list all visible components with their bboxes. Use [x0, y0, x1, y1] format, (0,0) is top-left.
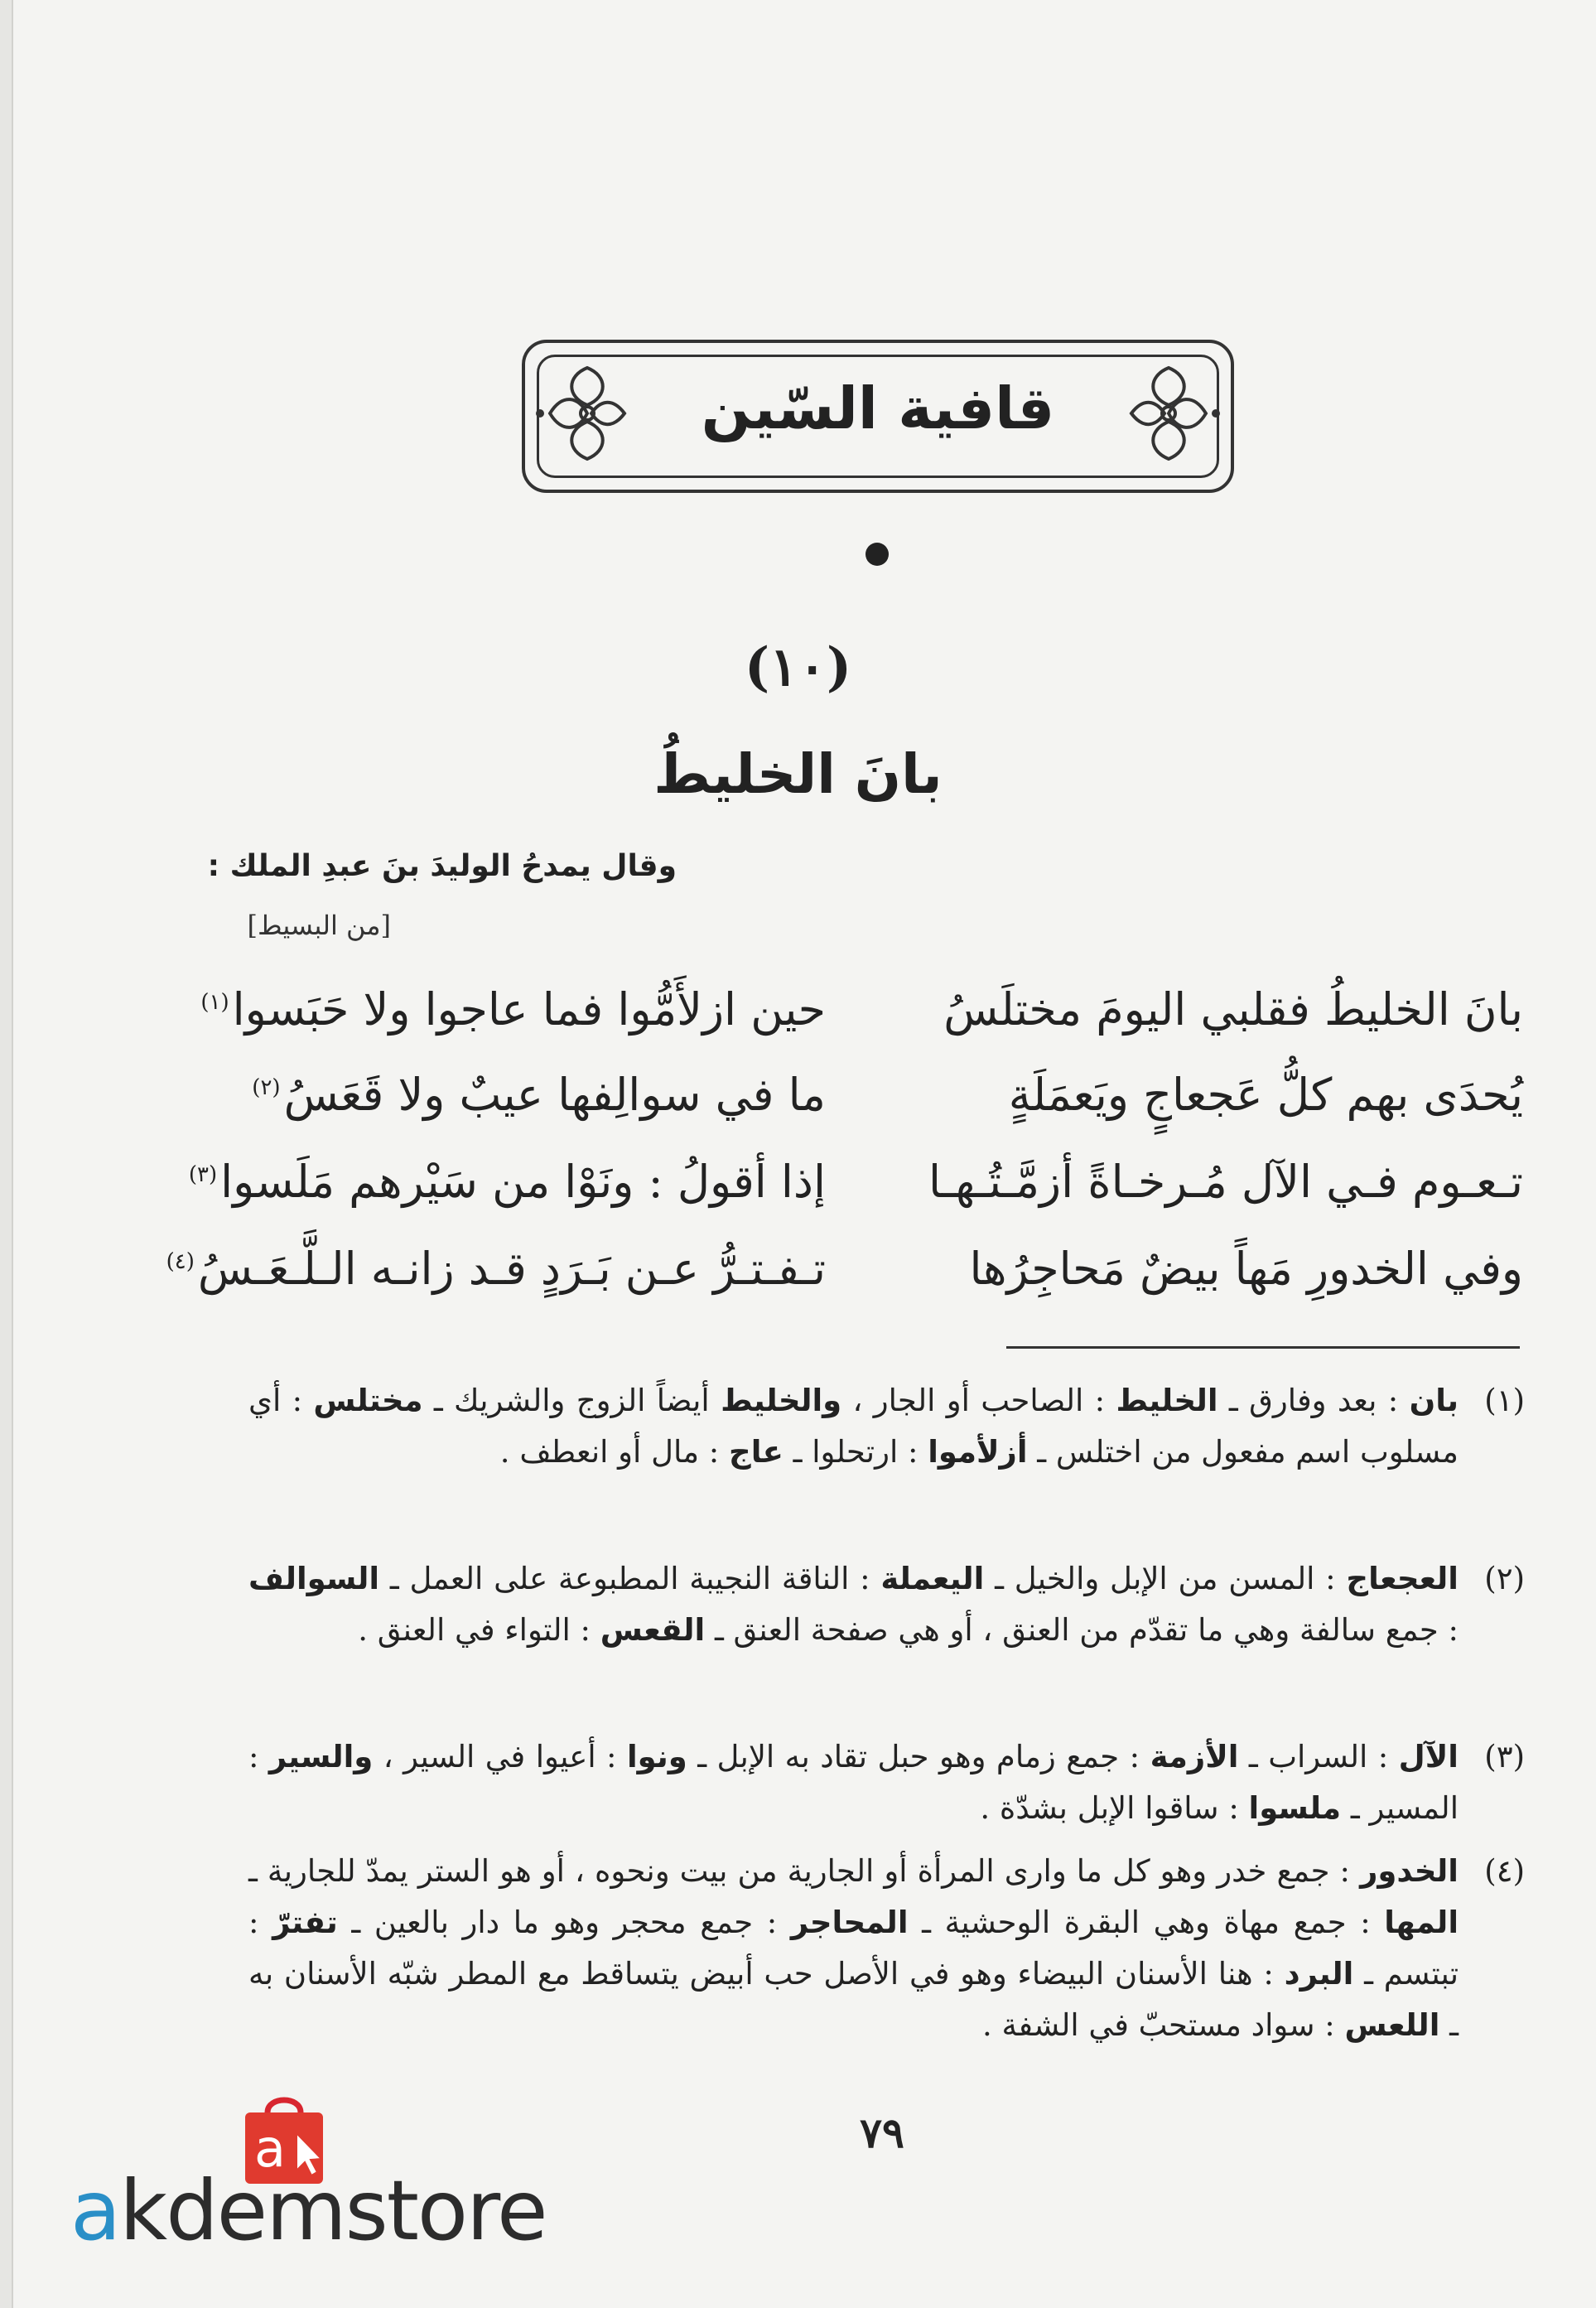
poem-title: بانَ الخليطُ	[653, 742, 943, 806]
footnote-3	[248, 1731, 1525, 1834]
footnote-text	[248, 1731, 1459, 1834]
footnote-headword: ملسوا	[1248, 1790, 1342, 1826]
poem-meter: [من البسيط]	[247, 910, 391, 941]
footnote-gloss: : جمع زمام وهو حبل تقاد به الإبل ـ	[687, 1739, 1150, 1774]
footnote-separator	[1006, 1346, 1520, 1349]
footnote-headword: بان	[1409, 1383, 1459, 1418]
footnote-headword: تفترّ	[272, 1905, 338, 1940]
verse-2-sadr: يُحدَى بهم كلُّ عَجعاجٍ ويَعمَلَةٍ	[1008, 1069, 1523, 1121]
footnote-headword: العجعاج	[1346, 1561, 1459, 1596]
verse-2-ajuz-text: ما في سوالِفها عيبٌ ولا قَعَسُ	[283, 1069, 826, 1121]
footnote-gloss: : بعد وفارق ـ	[1217, 1383, 1410, 1418]
chapter-title: قافية السّين	[701, 374, 1055, 442]
poem-number: (١٠)	[744, 636, 852, 698]
footnote-2	[248, 1553, 1525, 1656]
footnote-gloss: : المسير ـ	[248, 1739, 1459, 1826]
footnote-ref: (١)	[200, 990, 229, 1015]
watermark-rest: kdemstore	[119, 2162, 547, 2259]
footnote-headword: ونوا	[626, 1739, 687, 1774]
verse-3-ajuz	[188, 1156, 826, 1208]
footnote-headword: الخدور	[1360, 1853, 1459, 1889]
chapter-banner	[522, 340, 1234, 493]
footnote-gloss: : السراب ـ	[1238, 1739, 1399, 1774]
footnote-number: (٣)	[1484, 1739, 1525, 1774]
footnote-headword: الآل	[1398, 1739, 1459, 1774]
footnote-gloss: : المسن من الإبل والخيل ـ	[984, 1561, 1347, 1596]
footnote-headword: والخليط	[721, 1383, 842, 1418]
verse-3-sadr: تـعـوم فـي الآل مُـرخـاةً أزمَّـتُـهـا	[928, 1156, 1523, 1208]
footnote-gloss: أيضاً الزوج والشريك ـ	[422, 1383, 721, 1418]
verse-4-ajuz	[166, 1243, 826, 1295]
footnote-number: (٢)	[1484, 1561, 1525, 1596]
footnote-gloss: : هنا الأسنان البيضاء وهو في الأصل حب أبيض يتساقط مع المطر شبّه الأسنان به ـ	[248, 1956, 1459, 2043]
footnote-headword: المحاجر	[790, 1905, 909, 1940]
footnote-gloss: : أي مسلوب اسم مفعول من اختلس ـ	[248, 1383, 1459, 1470]
footnote-text	[248, 1553, 1459, 1656]
footnote-gloss: : جمع سالفة وهي ما تقدّم من العنق ، أو هي صفحة العنق ـ	[705, 1612, 1459, 1648]
footnote-gloss: : ساقوا الإبل بشدّة .	[980, 1790, 1249, 1826]
footnote-headword: والسير	[268, 1739, 374, 1774]
poem-intro: وقال يمدحُ الوليدَ بنَ عبدِ الملك :	[207, 849, 677, 883]
logo-letter: a	[254, 2118, 286, 2179]
page-edge	[0, 0, 13, 2308]
verse-4-sadr: وفي الخدورِ مَهاً بيضٌ مَحاجِرُها	[969, 1243, 1523, 1295]
footnote-4	[248, 1846, 1525, 2051]
footnote-headword: الخليط	[1116, 1383, 1218, 1418]
footnote-headword: المها	[1384, 1905, 1459, 1940]
verse-2-ajuz	[252, 1069, 826, 1121]
footnote-headword: مختلس	[313, 1383, 423, 1418]
bullet-dot	[866, 543, 889, 566]
footnote-headword: البرد	[1284, 1956, 1354, 1992]
footnote-headword: عاج	[729, 1434, 784, 1470]
footnote-gloss: : جمع محجر وهو ما دار بالعين ـ	[337, 1905, 791, 1940]
footnote-headword: الأزمة	[1150, 1739, 1239, 1774]
footnote-ref: (٣)	[188, 1162, 218, 1187]
footnote-1	[248, 1375, 1525, 1478]
footnote-gloss: : مال أو انعطف .	[499, 1434, 730, 1470]
footnote-ref: (٢)	[252, 1075, 281, 1100]
footnote-text	[248, 1375, 1459, 1478]
footnote-text	[248, 1846, 1459, 2051]
footnote-gloss: : الصاحب أو الجار ،	[841, 1383, 1116, 1418]
footnote-gloss: : جمع خدر وهو كل ما وارى المرأة أو الجارية من بيت ونحوه ، أو هو الستر يمدّ للجارية ـ	[248, 1853, 1361, 1889]
footnote-number: (١)	[1484, 1383, 1525, 1418]
footnote-headword: القعس	[600, 1612, 706, 1648]
verse-1-ajuz-text: حين ازلأَمُّوا فما عاجوا ولا حَبَسوا	[232, 983, 826, 1036]
footnote-headword: السوالف	[248, 1561, 380, 1596]
verse-3-ajuz-text: إذا أقولُ : ونَوْا من سَيْرهم مَلَسوا	[220, 1156, 826, 1208]
footnote-gloss: : الناقة النجيبة المطبوعة على العمل ـ	[379, 1561, 881, 1596]
footnote-gloss: : أعيوا في السير ،	[373, 1739, 627, 1774]
footnote-gloss: : سواد مستحبّ في الشفة .	[982, 2007, 1345, 2043]
verse-1-ajuz	[200, 983, 826, 1036]
watermark-accent: a	[70, 2162, 120, 2259]
footnote-headword: اليعملة	[880, 1561, 985, 1596]
verse-4-ajuz-text: تـفـتـرُّ عـن بَـرَدٍ قـد زانـه الـلَّـعَـسُ	[197, 1243, 826, 1295]
watermark-text	[70, 2162, 547, 2259]
footnote-gloss: : جمع مهاة وهي البقرة الوحشية ـ	[908, 1905, 1385, 1940]
footnote-number: (٤)	[1484, 1853, 1525, 1889]
page-number: ٧٩	[860, 2108, 904, 2157]
footnote-ref: (٤)	[166, 1249, 195, 1274]
footnote-headword: اللعس	[1344, 2007, 1440, 2043]
footnote-headword: أزلأموا	[928, 1434, 1028, 1470]
footnote-gloss: : تبتسم ـ	[248, 1905, 1459, 1992]
footnote-gloss: : ارتحلوا ـ	[783, 1434, 928, 1470]
verse-1-sadr: بانَ الخليطُ فقلبي اليومَ مختلَسُ	[943, 983, 1523, 1036]
footnote-gloss: : التواء في العنق .	[358, 1612, 600, 1648]
